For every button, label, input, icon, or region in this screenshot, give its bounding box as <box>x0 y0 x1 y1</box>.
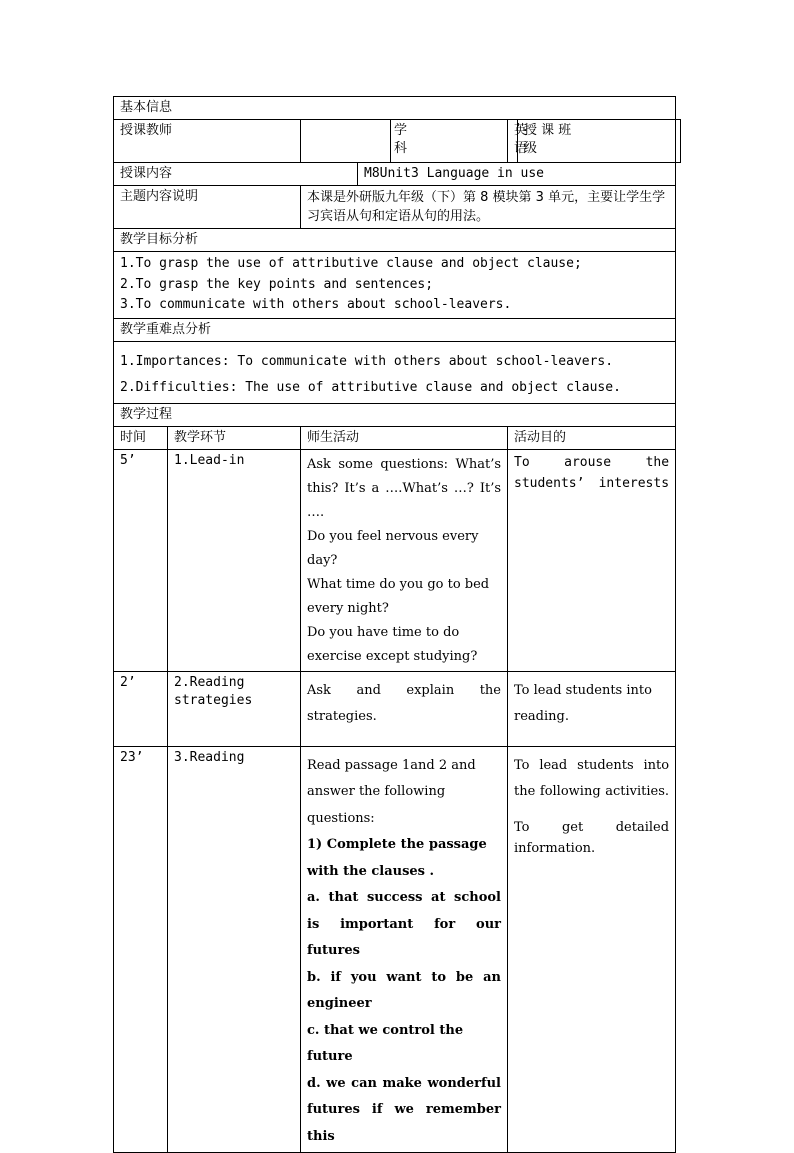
col-header-stage: 教学环节 <box>168 426 301 449</box>
teacher-value <box>301 120 391 163</box>
objectives-list <box>114 252 676 319</box>
lesson-plan-table <box>113 96 681 1153</box>
objective-item: 1.To grasp the use of attributive clause and object clause; <box>120 256 582 271</box>
difficulties-text: 2.Difficulties: The use of attributive clause and object clause. <box>120 379 621 395</box>
row-time: 2’ <box>114 671 168 746</box>
objective-item: 3.To communicate with others about school-leavers. <box>120 297 512 312</box>
table-row <box>114 746 681 1153</box>
col-header-time: 时间 <box>114 426 168 449</box>
content-label: 授课内容 <box>114 163 358 186</box>
content-value: M8Unit3 Language in use <box>358 163 676 186</box>
table-row <box>114 671 681 746</box>
row-time: 5’ <box>114 449 168 671</box>
class-value <box>676 120 681 163</box>
row-stage: 1.Lead-in <box>168 449 301 671</box>
theme-value: 本课是外研版九年级（下）第 8 模块第 3 单元，主要让学生学习宾语从句和定语从句的用法。 <box>301 186 676 229</box>
row-purpose: To arouse the students’ interests <box>508 449 676 671</box>
key-points-header: 教学重难点分析 <box>114 318 676 341</box>
importances-text: 1.Importances: To communicate with others about school-leavers. <box>120 353 614 369</box>
objective-item: 2.To grasp the key points and sentences; <box>120 276 434 292</box>
row-stage: 2.Reading strategies <box>168 671 301 746</box>
theme-label: 主题内容说明 <box>114 186 301 229</box>
col-header-purpose: 活动目的 <box>508 426 676 449</box>
class-label: 授 课 班 级 <box>518 120 676 163</box>
row-time: 23’ <box>114 746 168 1153</box>
row-purpose: To lead students into the following activities. To get detailed information. <box>508 746 676 1153</box>
basic-info-header: 基本信息 <box>114 97 676 120</box>
row-activity: Ask and explain the strategies. <box>301 671 508 746</box>
subject-value: 英语 <box>508 120 518 163</box>
row-stage: 3.Reading <box>168 746 301 1153</box>
row-activity: Ask some questions: What’s this? It’s a ….What’s …? It’s …. Do you feel nervous every day? What time do you go to bed every night? Do you have time to do exercise except studying? <box>301 449 508 671</box>
row-purpose: To lead students into reading. <box>508 671 676 746</box>
objectives-header: 教学目标分析 <box>114 229 676 252</box>
row-activity: Read passage 1and 2 and answer the following questions: 1) Complete the passage with the clauses . a. that success at school is important for our futures b. if you want to be an engineer c. that we control the future d. we can make wonderful futures if we remember this <box>301 746 508 1153</box>
process-header: 教学过程 <box>114 403 676 426</box>
table-row <box>114 449 681 671</box>
subject-label: 学 科 <box>391 120 508 163</box>
teacher-label: 授课教师 <box>114 120 301 163</box>
key-points-body <box>114 341 676 403</box>
col-header-activity: 师生活动 <box>301 426 508 449</box>
